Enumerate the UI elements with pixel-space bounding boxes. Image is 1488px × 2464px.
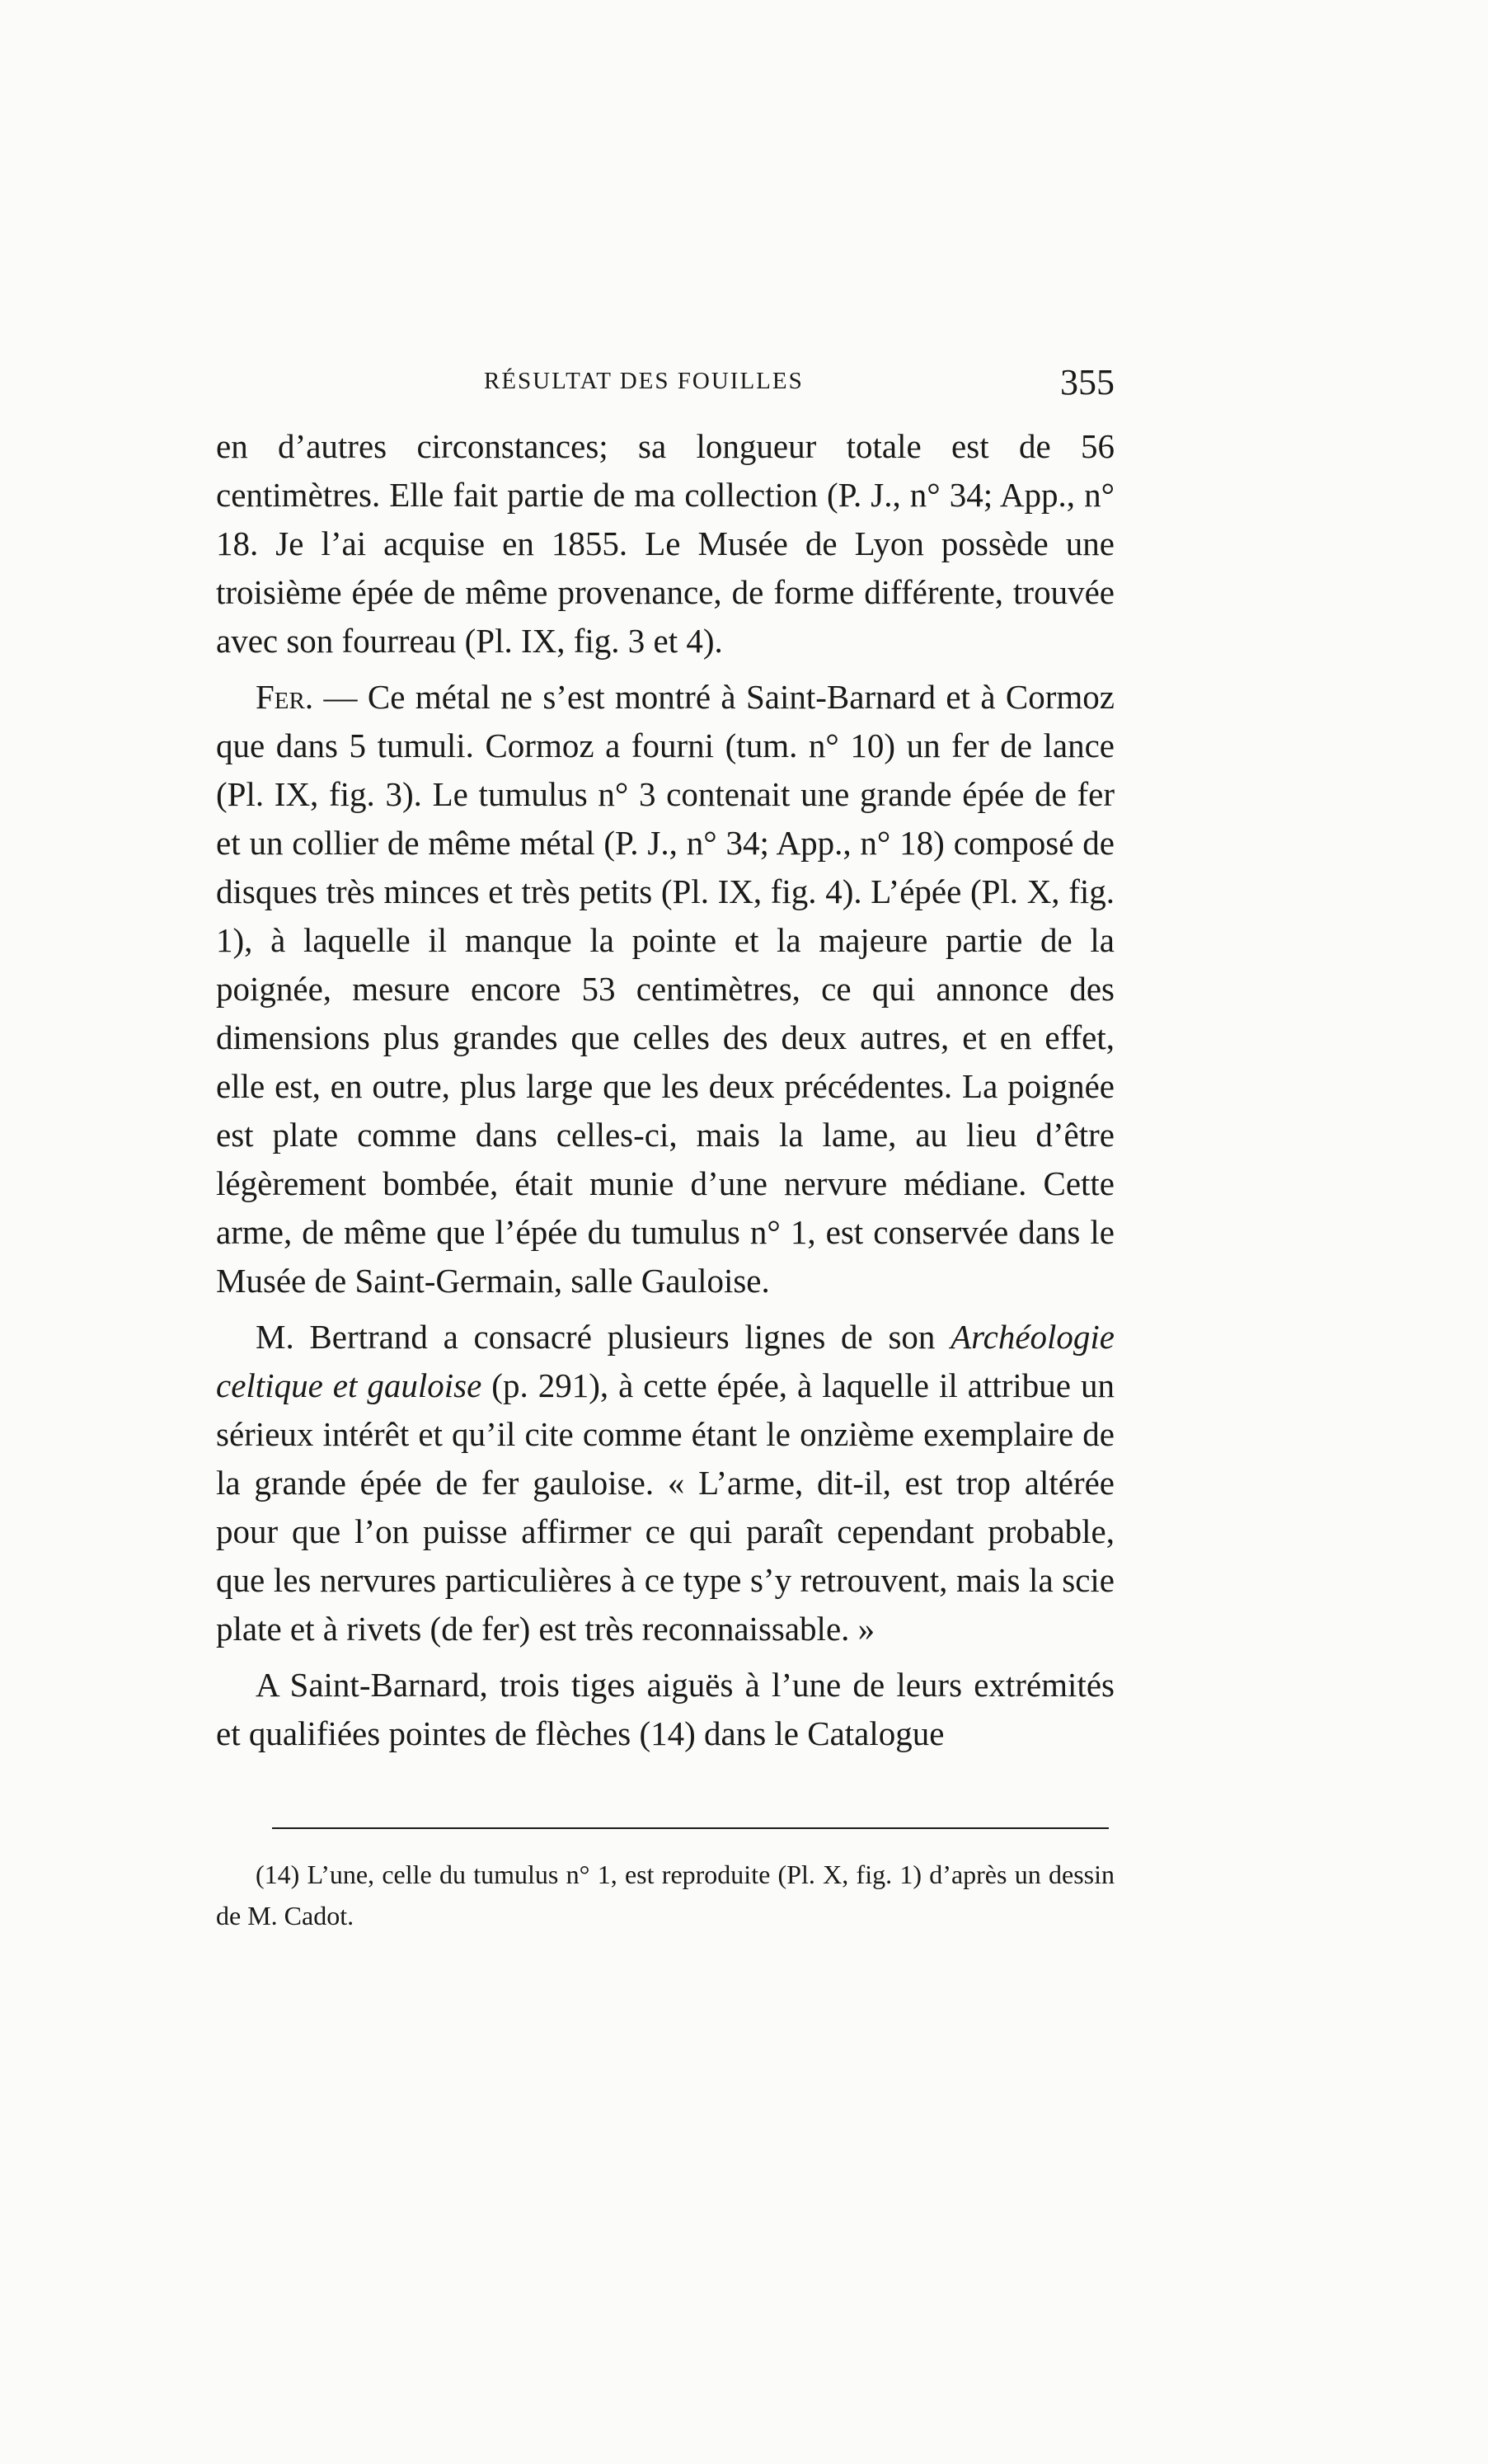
paragraph-bertrand-start: M. Bertrand a consacré plusieurs lignes de son [256,1318,951,1356]
paragraph-bertrand [216,1313,1115,1653]
paragraph-fer [216,673,1115,1305]
paragraph-saint-barnard: A Saint-Barnard, trois tiges aiguës à l’une de leurs extrémités et qualifiées pointes de flèches (14) dans le Catalogue [216,1666,1115,1752]
page-header [216,361,1115,411]
section-lead-fer: Fer. [256,678,314,716]
page-number: 355 [1060,362,1115,402]
body-text [216,422,1115,1758]
paragraph-continuation: en d’autres circonstances; sa longueur totale est de 56 centimètres. Elle fait partie de ma collection (P. J., n° 34; App., n° 18. Je l’ai acquise en 1855. Le Musée de Lyon possède une troisième épée de même provenance, de forme différente, trouvée avec son fourreau (Pl. IX, fig. 3 et 4). [216,427,1115,660]
paragraph-bertrand-end: (p. 291), à cette épée, à laquelle il attribue un sérieux intérêt et qu’il cite comme étant le onzième exemplaire de la grande épée de fer gauloise. « L’arme, dit-il, est trop altérée pour que l’on puisse affirmer ce qui paraît cependant probable, que les nervures particulières à ce type s’y retrouvent, mais la scie plate et à rivets (de fer) est très reconnaissable. » [216,1366,1115,1648]
paragraph-fer-text: — Ce métal ne s’est montré à Saint-Barnard et à Cormoz que dans 5 tumuli. Cormoz a fourni (tum. n° 10) un fer de lance (Pl. IX, fig. 3). Le tumulus n° 3 contenait une grande épée de fer et un collier de même métal (P. J., n° 34; App., n° 18) composé de disques très minces et très petits (Pl. IX, fig. 4). L’épée (Pl. X, fig. 1), à laquelle il manque la pointe et la majeure partie de la poignée, mesure encore 53 centimètres, ce qui annonce des dimensions plus grandes que celles des deux autres, et en effet, elle est, en outre, plus large que les deux précédentes. La poignée est plate comme dans celles-ci, mais la lame, au lieu d’être légèrement bombée, était munie d’une nervure médiane. Cette arme, de même que l’épée du tumulus n° 1, est conservée dans le Musée de Saint-Germain, salle Gauloise. [216,678,1115,1300]
footnote: (14) L’une, celle du tumulus n° 1, est reproduite (Pl. X, fig. 1) d’après un dessin de M. Cadot. [216,1860,1115,1930]
footnote-separator [272,1827,1109,1829]
running-title: RÉSULTAT DES FOUILLES [484,368,804,394]
book-title-citation: Archéologie celtique et gauloise [216,1318,1115,1404]
